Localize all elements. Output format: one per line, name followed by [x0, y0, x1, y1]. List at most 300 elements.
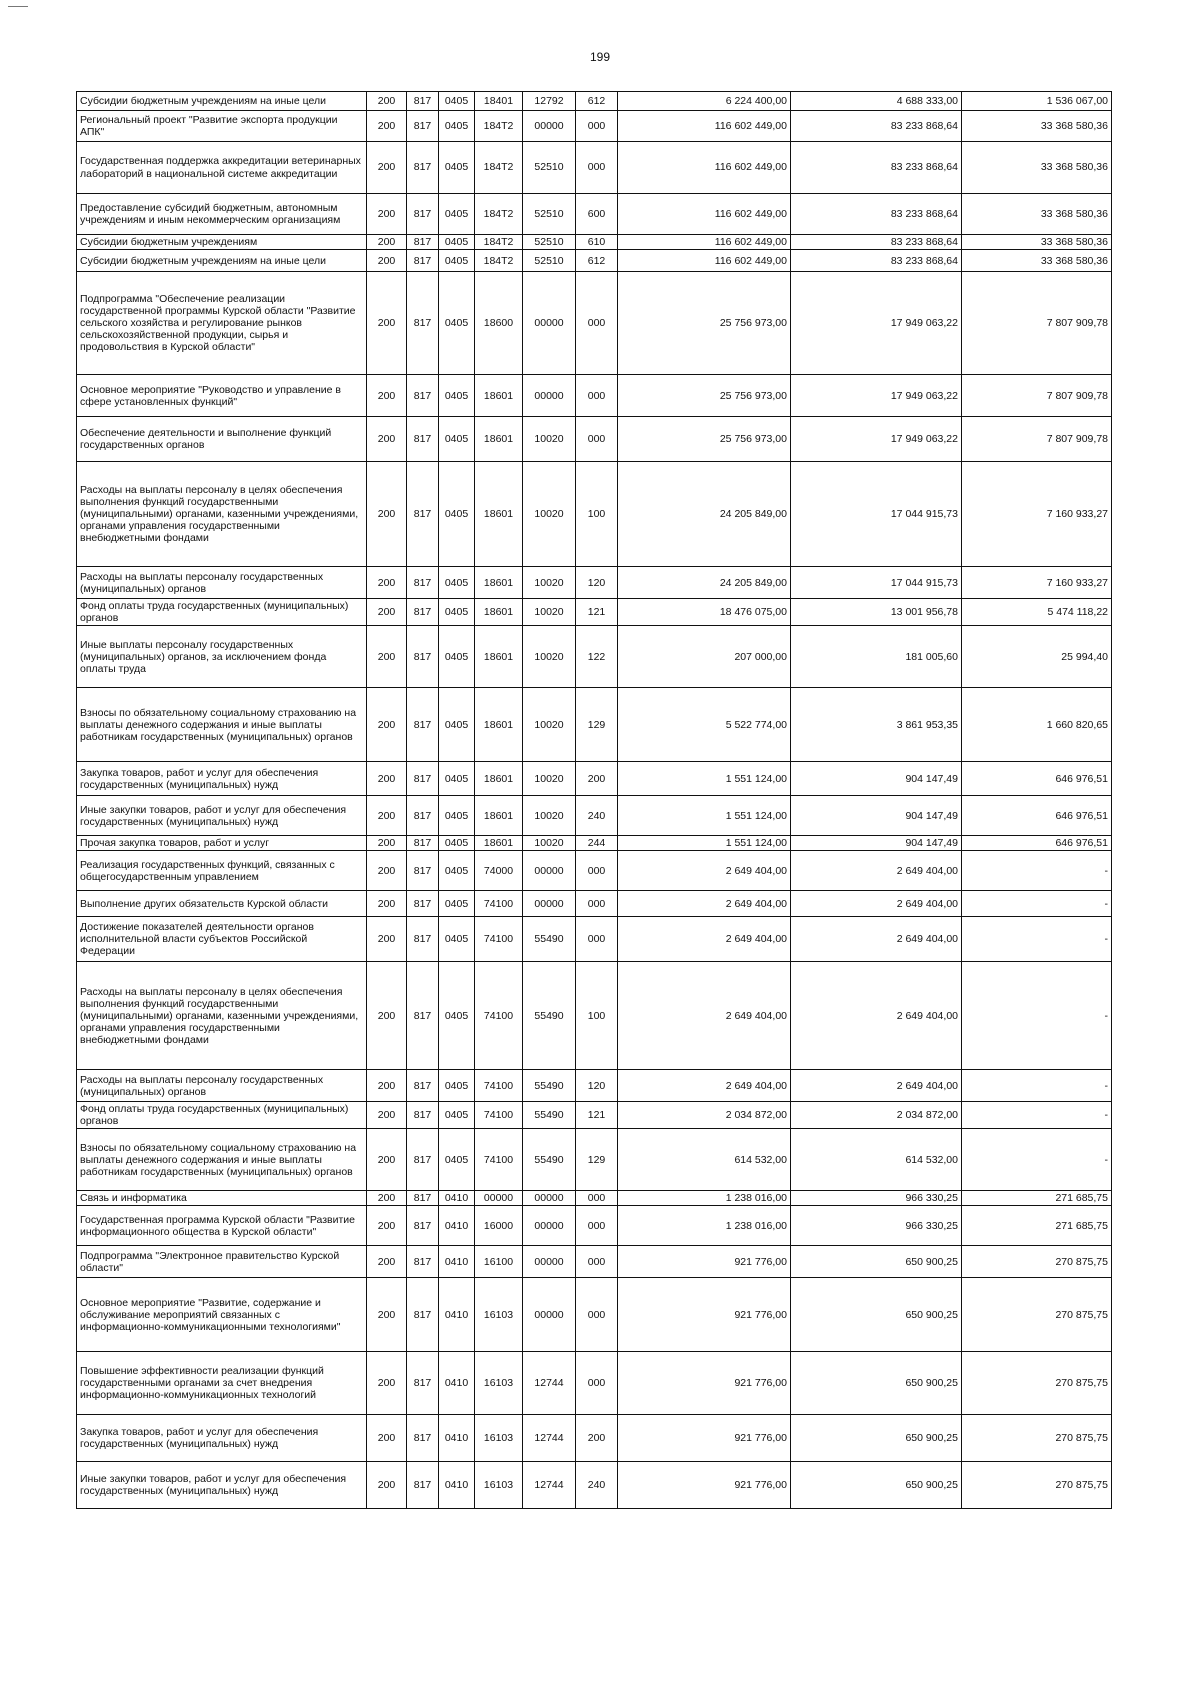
- cell-amount-2: 2 649 404,00: [791, 962, 962, 1070]
- table-row: [77, 1206, 1112, 1246]
- cell-code-2: 817: [407, 1278, 439, 1352]
- cell-code-5: 00000: [523, 851, 576, 891]
- cell-code-6: 129: [576, 1129, 618, 1191]
- cell-code-1: 200: [367, 962, 407, 1070]
- cell-code-4: 74100: [475, 962, 523, 1070]
- cell-code-4: 00000: [475, 1191, 523, 1206]
- cell-code-3: 0405: [439, 851, 475, 891]
- cell-name: Прочая закупка товаров, работ и услуг: [77, 836, 367, 851]
- cell-code-5: 12744: [523, 1415, 576, 1462]
- cell-code-4: 184T2: [475, 142, 523, 194]
- cell-code-1: 200: [367, 599, 407, 626]
- cell-code-1: 200: [367, 1102, 407, 1129]
- cell-amount-3: 270 875,75: [962, 1352, 1112, 1415]
- cell-amount-3: 271 685,75: [962, 1191, 1112, 1206]
- cell-code-4: 16103: [475, 1462, 523, 1509]
- cell-amount-3: 270 875,75: [962, 1278, 1112, 1352]
- cell-code-6: 000: [576, 375, 618, 417]
- cell-amount-2: 17 044 915,73: [791, 567, 962, 599]
- cell-name: Субсидии бюджетным учреждениям: [77, 235, 367, 250]
- cell-code-2: 817: [407, 194, 439, 235]
- cell-amount-3: 270 875,75: [962, 1246, 1112, 1278]
- cell-code-2: 817: [407, 1206, 439, 1246]
- cell-code-2: 817: [407, 762, 439, 796]
- cell-code-1: 200: [367, 891, 407, 917]
- cell-code-3: 0405: [439, 891, 475, 917]
- cell-code-5: 00000: [523, 1191, 576, 1206]
- cell-amount-2: 2 034 872,00: [791, 1102, 962, 1129]
- table-row: [77, 272, 1112, 375]
- cell-amount-2: 650 900,25: [791, 1462, 962, 1509]
- cell-code-6: 000: [576, 1246, 618, 1278]
- table-row: [77, 1070, 1112, 1102]
- cell-code-6: 100: [576, 462, 618, 567]
- table-row: [77, 1191, 1112, 1206]
- cell-amount-2: 650 900,25: [791, 1278, 962, 1352]
- cell-code-5: 55490: [523, 1129, 576, 1191]
- table-row: [77, 462, 1112, 567]
- cell-code-4: 184T2: [475, 194, 523, 235]
- table-row: [77, 194, 1112, 235]
- budget-table: [76, 91, 1112, 1509]
- cell-amount-2: 2 649 404,00: [791, 917, 962, 962]
- cell-code-4: 74100: [475, 891, 523, 917]
- cell-amount-2: 650 900,25: [791, 1246, 962, 1278]
- cell-code-1: 200: [367, 417, 407, 462]
- cell-amount-1: 614 532,00: [618, 1129, 791, 1191]
- cell-name: Фонд оплаты труда государственных (муниципальных) органов: [77, 599, 367, 626]
- cell-amount-2: 83 233 868,64: [791, 142, 962, 194]
- cell-code-1: 200: [367, 762, 407, 796]
- cell-code-3: 0405: [439, 92, 475, 111]
- cell-amount-1: 921 776,00: [618, 1278, 791, 1352]
- cell-code-5: 12744: [523, 1462, 576, 1509]
- cell-code-3: 0405: [439, 836, 475, 851]
- cell-code-3: 0410: [439, 1191, 475, 1206]
- cell-code-4: 18601: [475, 688, 523, 762]
- cell-code-3: 0405: [439, 142, 475, 194]
- cell-amount-3: 25 994,40: [962, 626, 1112, 688]
- cell-code-1: 200: [367, 567, 407, 599]
- cell-code-1: 200: [367, 1415, 407, 1462]
- cell-name: Закупка товаров, работ и услуг для обеспечения государственных (муниципальных) нужд: [77, 1415, 367, 1462]
- cell-amount-3: 646 976,51: [962, 836, 1112, 851]
- cell-code-5: 52510: [523, 194, 576, 235]
- cell-code-5: 10020: [523, 762, 576, 796]
- cell-code-6: 121: [576, 1102, 618, 1129]
- cell-amount-2: 17 949 063,22: [791, 375, 962, 417]
- cell-name: Обеспечение деятельности и выполнение функций государственных органов: [77, 417, 367, 462]
- cell-amount-2: 904 147,49: [791, 836, 962, 851]
- table-row: [77, 1352, 1112, 1415]
- cell-code-2: 817: [407, 851, 439, 891]
- cell-code-6: 000: [576, 891, 618, 917]
- cell-code-2: 817: [407, 1129, 439, 1191]
- cell-code-6: 000: [576, 1278, 618, 1352]
- cell-code-2: 817: [407, 567, 439, 599]
- cell-amount-3: -: [962, 917, 1112, 962]
- cell-amount-1: 207 000,00: [618, 626, 791, 688]
- cell-amount-1: 1 551 124,00: [618, 836, 791, 851]
- cell-code-5: 55490: [523, 1102, 576, 1129]
- cell-code-4: 18401: [475, 92, 523, 111]
- cell-code-6: 612: [576, 250, 618, 272]
- cell-code-4: 16000: [475, 1206, 523, 1246]
- cell-code-5: 52510: [523, 235, 576, 250]
- table-row: [77, 1278, 1112, 1352]
- cell-name: Предоставление субсидий бюджетным, автономным учреждениям и иным некоммерческим организациям: [77, 194, 367, 235]
- cell-code-3: 0405: [439, 1129, 475, 1191]
- cell-name: Основное мероприятие "Руководство и управление в сфере установленных функций": [77, 375, 367, 417]
- cell-code-1: 200: [367, 917, 407, 962]
- cell-code-3: 0405: [439, 599, 475, 626]
- cell-amount-2: 17 949 063,22: [791, 272, 962, 375]
- cell-code-1: 200: [367, 272, 407, 375]
- cell-amount-2: 83 233 868,64: [791, 250, 962, 272]
- cell-code-4: 18601: [475, 599, 523, 626]
- cell-name: Государственная программа Курской области "Развитие информационного общества в Курской области": [77, 1206, 367, 1246]
- cell-amount-1: 2 649 404,00: [618, 962, 791, 1070]
- cell-amount-1: 18 476 075,00: [618, 599, 791, 626]
- cell-code-1: 200: [367, 796, 407, 836]
- cell-name: Региональный проект "Развитие экспорта продукции АПК": [77, 111, 367, 142]
- cell-amount-2: 2 649 404,00: [791, 891, 962, 917]
- cell-code-5: 52510: [523, 250, 576, 272]
- cell-code-2: 817: [407, 1246, 439, 1278]
- cell-code-4: 184T2: [475, 250, 523, 272]
- cell-amount-1: 5 522 774,00: [618, 688, 791, 762]
- cell-code-1: 200: [367, 142, 407, 194]
- table-row: [77, 111, 1112, 142]
- cell-amount-3: 1 536 067,00: [962, 92, 1112, 111]
- table-row: [77, 962, 1112, 1070]
- cell-code-4: 18601: [475, 796, 523, 836]
- cell-code-1: 200: [367, 1462, 407, 1509]
- cell-name: Взносы по обязательному социальному страхованию на выплаты денежного содержания и иные выплаты работникам государственных (муниципальных) органов: [77, 1129, 367, 1191]
- cell-code-2: 817: [407, 462, 439, 567]
- cell-code-6: 200: [576, 1415, 618, 1462]
- cell-code-3: 0410: [439, 1206, 475, 1246]
- cell-amount-2: 650 900,25: [791, 1415, 962, 1462]
- cell-code-1: 200: [367, 111, 407, 142]
- cell-name: Расходы на выплаты персоналу государственных (муниципальных) органов: [77, 1070, 367, 1102]
- cell-code-1: 200: [367, 235, 407, 250]
- cell-name: Расходы на выплаты персоналу в целях обеспечения выполнения функций государственными (муниципальными) органами, казенными учреждениями, органами управления государственными внебюджетными фондами: [77, 962, 367, 1070]
- cell-code-2: 817: [407, 92, 439, 111]
- cell-amount-1: 2 649 404,00: [618, 917, 791, 962]
- cell-code-2: 817: [407, 1352, 439, 1415]
- table-row: [77, 375, 1112, 417]
- cell-code-5: 10020: [523, 796, 576, 836]
- cell-code-1: 200: [367, 92, 407, 111]
- cell-amount-2: 83 233 868,64: [791, 111, 962, 142]
- cell-amount-3: -: [962, 1102, 1112, 1129]
- cell-amount-2: 181 005,60: [791, 626, 962, 688]
- page-number: 199: [589, 50, 611, 64]
- cell-code-5: 10020: [523, 688, 576, 762]
- cell-amount-2: 966 330,25: [791, 1206, 962, 1246]
- cell-code-4: 18601: [475, 567, 523, 599]
- cell-amount-2: 83 233 868,64: [791, 235, 962, 250]
- cell-code-6: 600: [576, 194, 618, 235]
- cell-code-5: 10020: [523, 836, 576, 851]
- cell-amount-3: 271 685,75: [962, 1206, 1112, 1246]
- cell-code-4: 74100: [475, 1102, 523, 1129]
- cell-amount-3: 1 660 820,65: [962, 688, 1112, 762]
- cell-amount-2: 614 532,00: [791, 1129, 962, 1191]
- cell-name: Государственная поддержка аккредитации ветеринарных лабораторий в национальной системе аккредитации: [77, 142, 367, 194]
- cell-amount-1: 1 238 016,00: [618, 1206, 791, 1246]
- cell-amount-1: 25 756 973,00: [618, 272, 791, 375]
- cell-amount-1: 1 551 124,00: [618, 796, 791, 836]
- cell-code-3: 0410: [439, 1352, 475, 1415]
- cell-code-2: 817: [407, 1462, 439, 1509]
- cell-code-4: 74000: [475, 851, 523, 891]
- table-row: [77, 762, 1112, 796]
- cell-code-5: 00000: [523, 1206, 576, 1246]
- cell-name: Связь и информатика: [77, 1191, 367, 1206]
- cell-name: Повышение эффективности реализации функций государственными органами за счет внедрения информационно-коммуникационных технологий: [77, 1352, 367, 1415]
- cell-code-4: 16100: [475, 1246, 523, 1278]
- cell-code-3: 0405: [439, 417, 475, 462]
- cell-amount-3: 33 368 580,36: [962, 235, 1112, 250]
- table-row: [77, 92, 1112, 111]
- cell-code-3: 0405: [439, 111, 475, 142]
- table-row: [77, 917, 1112, 962]
- cell-code-6: 000: [576, 142, 618, 194]
- cell-name: Иные закупки товаров, работ и услуг для обеспечения государственных (муниципальных) нужд: [77, 1462, 367, 1509]
- cell-code-3: 0405: [439, 688, 475, 762]
- cell-code-4: 16103: [475, 1352, 523, 1415]
- cell-code-1: 200: [367, 375, 407, 417]
- cell-amount-3: 270 875,75: [962, 1462, 1112, 1509]
- cell-code-3: 0405: [439, 250, 475, 272]
- cell-amount-3: 7 807 909,78: [962, 417, 1112, 462]
- cell-code-6: 129: [576, 688, 618, 762]
- cell-amount-1: 116 602 449,00: [618, 250, 791, 272]
- cell-code-5: 55490: [523, 962, 576, 1070]
- cell-name: Фонд оплаты труда государственных (муниципальных) органов: [77, 1102, 367, 1129]
- cell-code-6: 000: [576, 272, 618, 375]
- cell-amount-3: -: [962, 851, 1112, 891]
- cell-code-3: 0405: [439, 235, 475, 250]
- cell-code-5: 55490: [523, 1070, 576, 1102]
- cell-code-1: 200: [367, 1352, 407, 1415]
- cell-code-1: 200: [367, 836, 407, 851]
- cell-code-4: 16103: [475, 1278, 523, 1352]
- table-row: [77, 599, 1112, 626]
- cell-code-2: 817: [407, 1102, 439, 1129]
- cell-amount-3: 646 976,51: [962, 762, 1112, 796]
- cell-code-6: 200: [576, 762, 618, 796]
- cell-code-4: 18601: [475, 836, 523, 851]
- cell-amount-3: 5 474 118,22: [962, 599, 1112, 626]
- cell-code-5: 10020: [523, 626, 576, 688]
- table-row: [77, 567, 1112, 599]
- cell-code-4: 18601: [475, 417, 523, 462]
- cell-code-5: 00000: [523, 111, 576, 142]
- table-row: [77, 626, 1112, 688]
- cell-amount-1: 25 756 973,00: [618, 417, 791, 462]
- cell-code-3: 0405: [439, 1070, 475, 1102]
- table-row: [77, 851, 1112, 891]
- cell-name: Подпрограмма "Электронное правительство Курской области": [77, 1246, 367, 1278]
- cell-code-5: 00000: [523, 1246, 576, 1278]
- cell-amount-2: 4 688 333,00: [791, 92, 962, 111]
- table-body: [77, 92, 1112, 1509]
- cell-code-6: 121: [576, 599, 618, 626]
- cell-code-1: 200: [367, 688, 407, 762]
- cell-code-2: 817: [407, 626, 439, 688]
- cell-code-4: 18601: [475, 462, 523, 567]
- cell-name: Реализация государственных функций, связанных с общегосударственным управлением: [77, 851, 367, 891]
- cell-amount-1: 2 649 404,00: [618, 851, 791, 891]
- cell-code-3: 0405: [439, 626, 475, 688]
- cell-code-5: 52510: [523, 142, 576, 194]
- cell-code-1: 200: [367, 194, 407, 235]
- cell-amount-3: 33 368 580,36: [962, 111, 1112, 142]
- cell-amount-1: 921 776,00: [618, 1462, 791, 1509]
- cell-code-6: 100: [576, 962, 618, 1070]
- cell-name: Иные закупки товаров, работ и услуг для обеспечения государственных (муниципальных) нужд: [77, 796, 367, 836]
- cell-code-5: 10020: [523, 599, 576, 626]
- cell-amount-1: 921 776,00: [618, 1352, 791, 1415]
- cell-amount-1: 25 756 973,00: [618, 375, 791, 417]
- cell-code-6: 000: [576, 111, 618, 142]
- cell-code-6: 120: [576, 567, 618, 599]
- cell-code-5: 00000: [523, 1278, 576, 1352]
- cell-code-6: 000: [576, 851, 618, 891]
- cell-code-2: 817: [407, 375, 439, 417]
- cell-code-2: 817: [407, 917, 439, 962]
- cell-code-2: 817: [407, 142, 439, 194]
- table-row: [77, 1102, 1112, 1129]
- cell-code-5: 10020: [523, 417, 576, 462]
- cell-code-4: 16103: [475, 1415, 523, 1462]
- cell-amount-1: 2 649 404,00: [618, 891, 791, 917]
- cell-code-1: 200: [367, 1191, 407, 1206]
- cell-code-6: 000: [576, 1191, 618, 1206]
- cell-code-2: 817: [407, 891, 439, 917]
- cell-code-3: 0410: [439, 1415, 475, 1462]
- cell-code-1: 200: [367, 1206, 407, 1246]
- cell-name: Расходы на выплаты персоналу в целях обеспечения выполнения функций государственными (муниципальными) органами, казенными учреждениями, органами управления государственными внебюджетными фондами: [77, 462, 367, 567]
- cell-code-1: 200: [367, 250, 407, 272]
- cell-name: Субсидии бюджетным учреждениям на иные цели: [77, 250, 367, 272]
- cell-amount-3: 33 368 580,36: [962, 194, 1112, 235]
- cell-name: Подпрограмма "Обеспечение реализации государственной программы Курской области "Развитие сельского хозяйства и регулирование рынков сельскохозяйственной продукции, сырья и продовольствия в Курской области": [77, 272, 367, 375]
- cell-amount-3: 7 160 933,27: [962, 567, 1112, 599]
- cell-name: Взносы по обязательному социальному страхованию на выплаты денежного содержания и иные выплаты работникам государственных (муниципальных) органов: [77, 688, 367, 762]
- cell-code-2: 817: [407, 272, 439, 375]
- cell-code-3: 0410: [439, 1278, 475, 1352]
- cell-code-5: 55490: [523, 917, 576, 962]
- cell-code-1: 200: [367, 851, 407, 891]
- cell-code-5: 00000: [523, 272, 576, 375]
- cell-code-1: 200: [367, 1070, 407, 1102]
- cell-code-3: 0410: [439, 1246, 475, 1278]
- cell-amount-2: 904 147,49: [791, 796, 962, 836]
- cell-code-4: 74100: [475, 917, 523, 962]
- table-row: [77, 1246, 1112, 1278]
- cell-code-5: 10020: [523, 462, 576, 567]
- cell-amount-2: 650 900,25: [791, 1352, 962, 1415]
- cell-amount-3: 7 807 909,78: [962, 375, 1112, 417]
- cell-code-3: 0405: [439, 796, 475, 836]
- cell-amount-3: 7 160 933,27: [962, 462, 1112, 567]
- cell-code-3: 0405: [439, 462, 475, 567]
- cell-code-2: 817: [407, 1070, 439, 1102]
- cell-amount-3: -: [962, 1070, 1112, 1102]
- cell-code-5: 12792: [523, 92, 576, 111]
- cell-code-6: 000: [576, 917, 618, 962]
- cell-amount-1: 116 602 449,00: [618, 142, 791, 194]
- cell-amount-2: 2 649 404,00: [791, 1070, 962, 1102]
- cell-amount-2: 13 001 956,78: [791, 599, 962, 626]
- table-row: [77, 417, 1112, 462]
- cell-amount-2: 904 147,49: [791, 762, 962, 796]
- table-row: [77, 836, 1112, 851]
- cell-amount-2: 3 861 953,35: [791, 688, 962, 762]
- cell-code-1: 200: [367, 626, 407, 688]
- cell-code-3: 0405: [439, 762, 475, 796]
- cell-code-4: 74100: [475, 1129, 523, 1191]
- cell-code-3: 0405: [439, 917, 475, 962]
- cell-code-1: 200: [367, 1129, 407, 1191]
- table-row: [77, 250, 1112, 272]
- cell-code-3: 0405: [439, 375, 475, 417]
- cell-amount-3: 646 976,51: [962, 796, 1112, 836]
- cell-amount-3: -: [962, 1129, 1112, 1191]
- cell-code-4: 18600: [475, 272, 523, 375]
- table-row: [77, 688, 1112, 762]
- cell-code-6: 240: [576, 1462, 618, 1509]
- cell-code-2: 817: [407, 111, 439, 142]
- cell-code-2: 817: [407, 250, 439, 272]
- cell-code-5: 00000: [523, 891, 576, 917]
- cell-code-2: 817: [407, 417, 439, 462]
- cell-code-2: 817: [407, 599, 439, 626]
- cell-code-2: 817: [407, 836, 439, 851]
- cell-code-1: 200: [367, 1246, 407, 1278]
- cell-code-5: 12744: [523, 1352, 576, 1415]
- cell-amount-1: 1 238 016,00: [618, 1191, 791, 1206]
- cell-amount-1: 921 776,00: [618, 1415, 791, 1462]
- cell-amount-2: 966 330,25: [791, 1191, 962, 1206]
- cell-amount-1: 1 551 124,00: [618, 762, 791, 796]
- table-row: [77, 235, 1112, 250]
- cell-amount-3: -: [962, 891, 1112, 917]
- table-row: [77, 1462, 1112, 1509]
- cell-amount-1: 116 602 449,00: [618, 235, 791, 250]
- cell-code-6: 122: [576, 626, 618, 688]
- table-row: [77, 142, 1112, 194]
- cell-name: Выполнение других обязательств Курской области: [77, 891, 367, 917]
- cell-code-4: 18601: [475, 375, 523, 417]
- cell-amount-1: 921 776,00: [618, 1246, 791, 1278]
- cell-code-2: 817: [407, 1415, 439, 1462]
- cell-code-6: 610: [576, 235, 618, 250]
- cell-code-6: 612: [576, 92, 618, 111]
- cell-amount-3: -: [962, 962, 1112, 1070]
- cell-name: Достижение показателей деятельности органов исполнительной власти субъектов Российской Федерации: [77, 917, 367, 962]
- cell-name: Расходы на выплаты персоналу государственных (муниципальных) органов: [77, 567, 367, 599]
- cell-code-5: 10020: [523, 567, 576, 599]
- cell-code-3: 0405: [439, 272, 475, 375]
- cell-amount-1: 116 602 449,00: [618, 194, 791, 235]
- cell-amount-3: 7 807 909,78: [962, 272, 1112, 375]
- cell-code-3: 0405: [439, 1102, 475, 1129]
